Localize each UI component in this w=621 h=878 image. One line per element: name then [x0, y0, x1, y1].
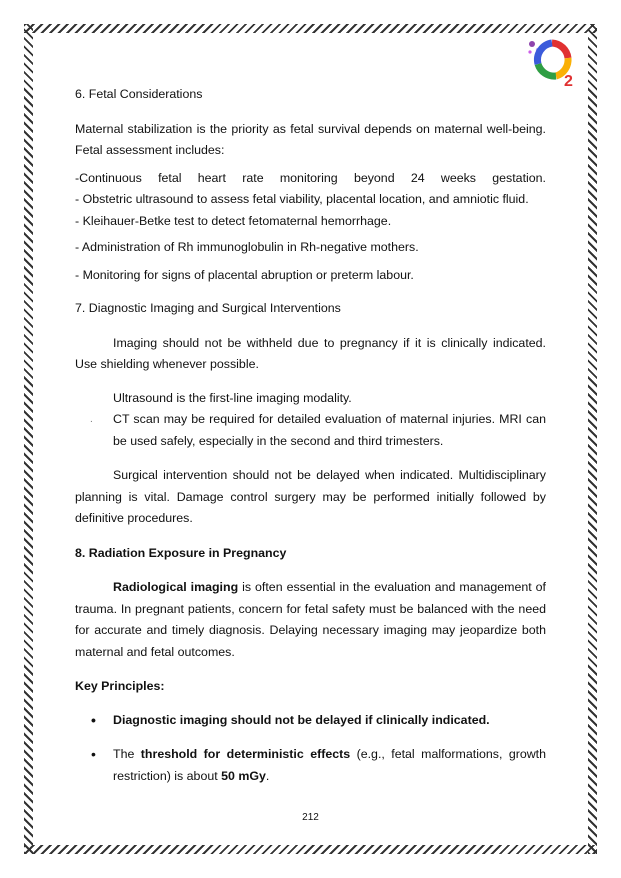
page-number: 212 — [302, 812, 319, 823]
list-marker: . — [90, 414, 93, 425]
key-principles-heading: Key Principles: — [75, 679, 165, 693]
list-item — [75, 744, 546, 787]
imaging-modalities — [75, 388, 546, 453]
radiation-paragraph-bold: Radiological imaging — [113, 580, 239, 594]
principle-text-bold: 50 mGy — [221, 768, 266, 783]
fetal-intro: Maternal stabilization is the priority as fetal survival depends on maternal well-being. Fetal assessment includes: — [75, 121, 546, 157]
principle-text-bold: threshold for deterministic effects — [140, 747, 351, 761]
key-principles-list — [75, 710, 546, 788]
principle-text: Diagnostic imaging should not be delayed if clinically indicated. — [113, 712, 490, 727]
list-item: - Administration of Rh immunoglobulin in Rh-negative mothers. — [75, 240, 419, 254]
list-item: - Kleihauer-Betke test to detect fetomaternal hemorrhage. — [75, 213, 392, 228]
imaging-paragraph-2: Surgical intervention should not be delayed when indicated. Multidisciplinary planning is vital. Damage control surgery may be performed initially followed by definitive procedures. — [75, 468, 546, 525]
list-item — [75, 710, 546, 732]
radiation-paragraph — [75, 577, 546, 663]
principle-text: The — [113, 747, 141, 761]
bullet-icon: • — [91, 711, 96, 728]
page-border-top — [24, 24, 597, 33]
section-heading-imaging: 7. Diagnostic Imaging and Surgical Interventions — [75, 301, 341, 315]
list-item: -Continuous fetal heart rate monitoring beyond 24 weeks gestation. — [75, 170, 546, 185]
page-border-bottom — [24, 845, 597, 854]
radiation-paragraph-text: is often essential in the evaluation and management of trauma. In pregnant patients, concern for fetal safety must be balanced with the need for accurate and timely diagnosis. Delaying necessary imaging may jeopardize both maternal and fetal outcomes. — [75, 580, 546, 659]
principle-text: (e.g., fetal malformations, growth restriction) is about — [113, 747, 547, 783]
svg-text:2: 2 — [564, 73, 573, 88]
principle-text: . — [265, 768, 270, 783]
imaging-line-ultrasound: Ultrasound is the first-line imaging modality. — [113, 390, 352, 405]
imaging-line-ct-mri: CT scan may be required for detailed evaluation of maternal injuries. MRI can be used safely, especially in the second and third trimesters. — [113, 412, 546, 448]
page-border-right — [588, 24, 597, 854]
fetal-assessment-list — [75, 168, 546, 287]
imaging-paragraph-1: Imaging should not be withheld due to pregnancy if it is clinically indicated. Use shielding whenever possible. — [75, 335, 546, 371]
list-item: - Monitoring for signs of placental abruption or preterm labour. — [75, 267, 414, 282]
o2-logo-icon — [526, 38, 580, 88]
page-content — [75, 84, 546, 787]
section-heading-radiation: 8. Radiation Exposure in Pregnancy — [75, 545, 287, 560]
section-heading-fetal: 6. Fetal Considerations — [75, 87, 203, 101]
page-border-left — [24, 24, 33, 854]
bullet-icon: • — [91, 746, 96, 762]
list-item: - Obstetric ultrasound to assess fetal viability, placental location, and amniotic fluid. — [75, 192, 529, 206]
